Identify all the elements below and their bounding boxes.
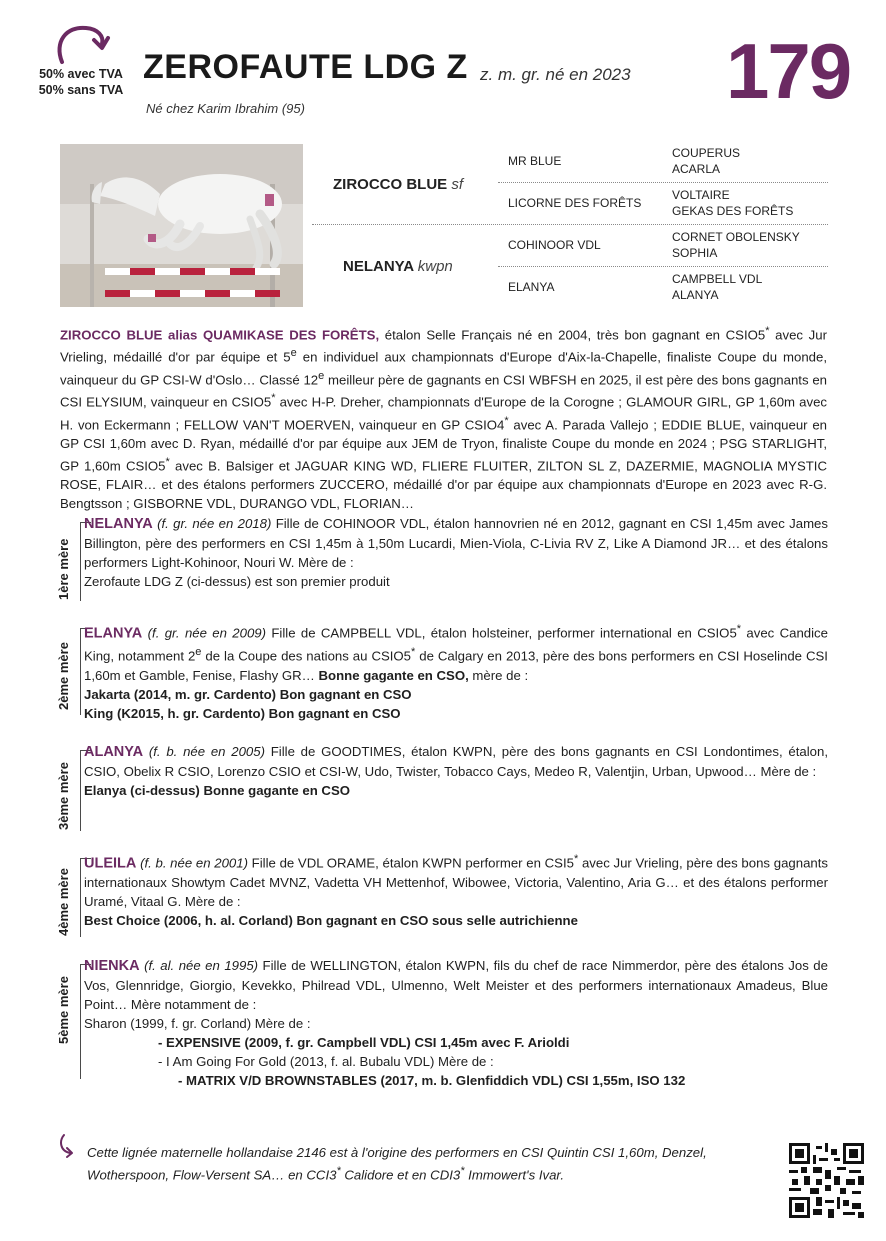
ped-gp-4: GEKAS DES FORÊTS [672,204,794,218]
curved-arrow-icon [58,1133,80,1159]
sire-name: ZIROCCO BLUE [333,176,448,193]
mother-1-name: NELANYA [84,516,153,532]
sire-studbook: sf [451,176,464,193]
mother-5-text: NIENKA (f. al. née en 1995) Fille de WELLINGTON, étalon KWPN, fils du chef de race Nimmerdor, père des étalons Jos de Vos, Glennridge, Giorgio, Kevekko, Philread VDL, Ulmenno, Welt Meister et des performers internationaux Amadeus, Blue Point… Mère notamment de : Sharon (1999, f. gr. Corland) Mère de : - EXPENSIVE (2009, f. gr. Campbell VDL) CSI 1,45m avec F. Arioldi - I Am Going For Gold (2013, f. al. Bubalu VDL) Mère de : - MATRIX V/D BROWNSTABLES (2017, m. b. Glenfiddich VDL) CSI 1,55m, ISO 132 [84,958,828,1088]
dam-name: NELANYA [343,258,414,275]
ped-dam-dam: ELANYA [508,280,555,294]
ped-gp-1: COUPERUS [672,146,741,160]
ped-sire-dam: LICORNE DES FORÊTS [508,196,642,210]
sire-alias: ZIROCCO BLUE alias QUAMIKASE DES FORÊTS, [60,327,380,343]
ped-sire-sire: MR BLUE [508,154,562,168]
mother-3-label: 3ème mère [56,762,71,830]
ped-gp-2: ACARLA [672,162,721,176]
ped-gp-3: VOLTAIRE [672,188,730,202]
mother-1-label: 1ère mère [56,538,71,600]
mother-1-text: NELANYA (f. gr. née en 2018) Fille de COHINOOR VDL, étalon hannovrien né en 2012, gagnant en CSI 1,45m avec James Billington, père des performers en CSI 1,45m à 1,50m Lucardi, Mien-Viola, C-Livia RV Z, Like A Diamond JR… et des étalons performers Light-Kohinoor, Nouri W. Mère de : Zerofaute LDG Z (ci-dessus) est son premier produit [84,516,828,589]
mother-2-name: ELANYA [84,625,143,642]
mother-4-text: ULEILA (f. b. née en 2001) Fille de VDL ORAME, étalon KWPN performer en CSI5* avec Jur Vrieling, père des bons gagnants internationaux Showtym Cadet MVNZ, Vadetta VH Mettenhof, Wibowee, Victoria, Valentino, Aria G… et des étalons performer Uramé, Vitaal G. Mère de : Best Choice (2006, h. al. Corland) Bon gagnant en CSO sous selle autrichienne [84,853,828,929]
mother-5-label: 5ème mère [56,976,71,1044]
mother-2-text: ELANYA (f. gr. née en 2009) Fille de CAMPBELL VDL, étalon holsteiner, performer international en CSIO5* avec Candice King, notamment 2e de la Coupe des nations au CSIO5* de Calgary en 2013, père des bons performers en CSI Hoselinde CSI 1,60m et Gamble, Fenise, Flashy GR… Bonne gagante en CSO, mère de : Jakarta (2014, m. gr. Cardento) Bon gagnant en CSO King (K2015, h. gr. Cardento) Bon gagnant en CSO [84,623,828,721]
ped-divider [498,182,828,183]
qr-code-icon[interactable] [789,1143,864,1218]
lot-number: 179 [726,27,851,115]
tva-line-2: 50% sans TVA [38,83,124,97]
sire-description: ZIROCCO BLUE alias QUAMIKASE DES FORÊTS, étalon Selle Français né en 2004, très bon gagnant en CSIO5* avec Jur Vrieling, médaillé d'or par équipe et 5e en individuel aux championnats d'Europe d'Aix-la-Chapelle, finaliste Coupe du monde, vainqueur du GP CSI-W d'Oslo… Classé 12e meilleur père de gagnants en CSI WBFSH en 2025, il est père des bons gagnants en CSI ELYSIUM, vainqueur en CSIO5* avec H-P. Dreher, championnats d'Europe de la Corogne ; GLAMOUR GIRL, GP 1,60m avec H. von Eckermann ; FELLOW VAN'T MOERVEN, vainqueur en GP CSIO4* avec A. Parada Vallejo ; EDDIE BLUE, vainqueur en GP CSI 1,60m avec D. Ryan, médaillé d'or par équipe aux JEM de Tryon, finaliste Coupe du monde en 2024 ; PSG STARLIGHT, GP 1,60m CSIO5* avec B. Balsiger et JAGUAR KING WD, FLIERE FLUITER, ZILTON SL Z, DAZERMIE, MAGNOLIA MYSTIC ROSE, FLAIR… et des étalons performers ZUCCERO, médaillé d'or par équipe aux championnats d'Europe en 2023 avec R-G. Bengtsson ; GISBORNE VDL, DURANGO VDL, FLORIAN… [60,325,828,512]
mother-4-label: 4ème mère [56,868,71,936]
ped-divider [498,266,828,267]
horse-subtitle: z. m. gr. né en 2023 [480,65,631,84]
mother-3-name: ALANYA [84,744,144,760]
mother-3-text: ALANYA (f. b. née en 2005) Fille de GOODTIMES, étalon KWPN, père des bons gagnants en CSI Londontimes, étalon, CSIO, Obelix R CSIO, Lorenzo CSIO et CSI-W, Udo, Twister, Tobacco Cays, Medeo R, Valentjin, Urban, Upwood… Mère de : Elanya (ci-dessus) Bonne gagante en CSO [84,744,828,798]
curved-arrow-icon [52,22,112,66]
horse-photo [60,144,303,307]
ped-divider-main [312,224,828,225]
breeder: Né chez Karim Ibrahim (95) [146,101,305,116]
horse-name: ZEROFAUTE LDG Z [143,48,468,86]
tva-info [28,66,134,98]
ped-dam-sire: COHINOOR VDL [508,238,601,252]
maternal-line-note: Cette lignée maternelle hollandaise 2146 est à l'origine des performers en CSI Quintin CSI 1,60m, Denzel, Wotherspoon, Flow-Versent SA… en CCI3* Calidore et en CDI3* Immowert's Ivar. [87,1145,707,1183]
pedigree-dam [343,258,453,275]
ped-gp-7: CAMPBELL VDL [672,272,763,286]
dam-studbook: kwpn [417,258,453,275]
ped-gp-8: ALANYA [672,288,719,302]
ped-gp-5: CORNET OBOLENSKY [672,230,800,244]
mother-2-label: 2ème mère [56,642,71,710]
pedigree-sire [333,176,463,193]
mother-4-name: ULEILA [84,855,137,872]
tva-line-1: 50% avec TVA [39,67,123,81]
ped-gp-6: SOPHIA [672,246,718,260]
mother-5-name: NIENKA [84,958,140,974]
